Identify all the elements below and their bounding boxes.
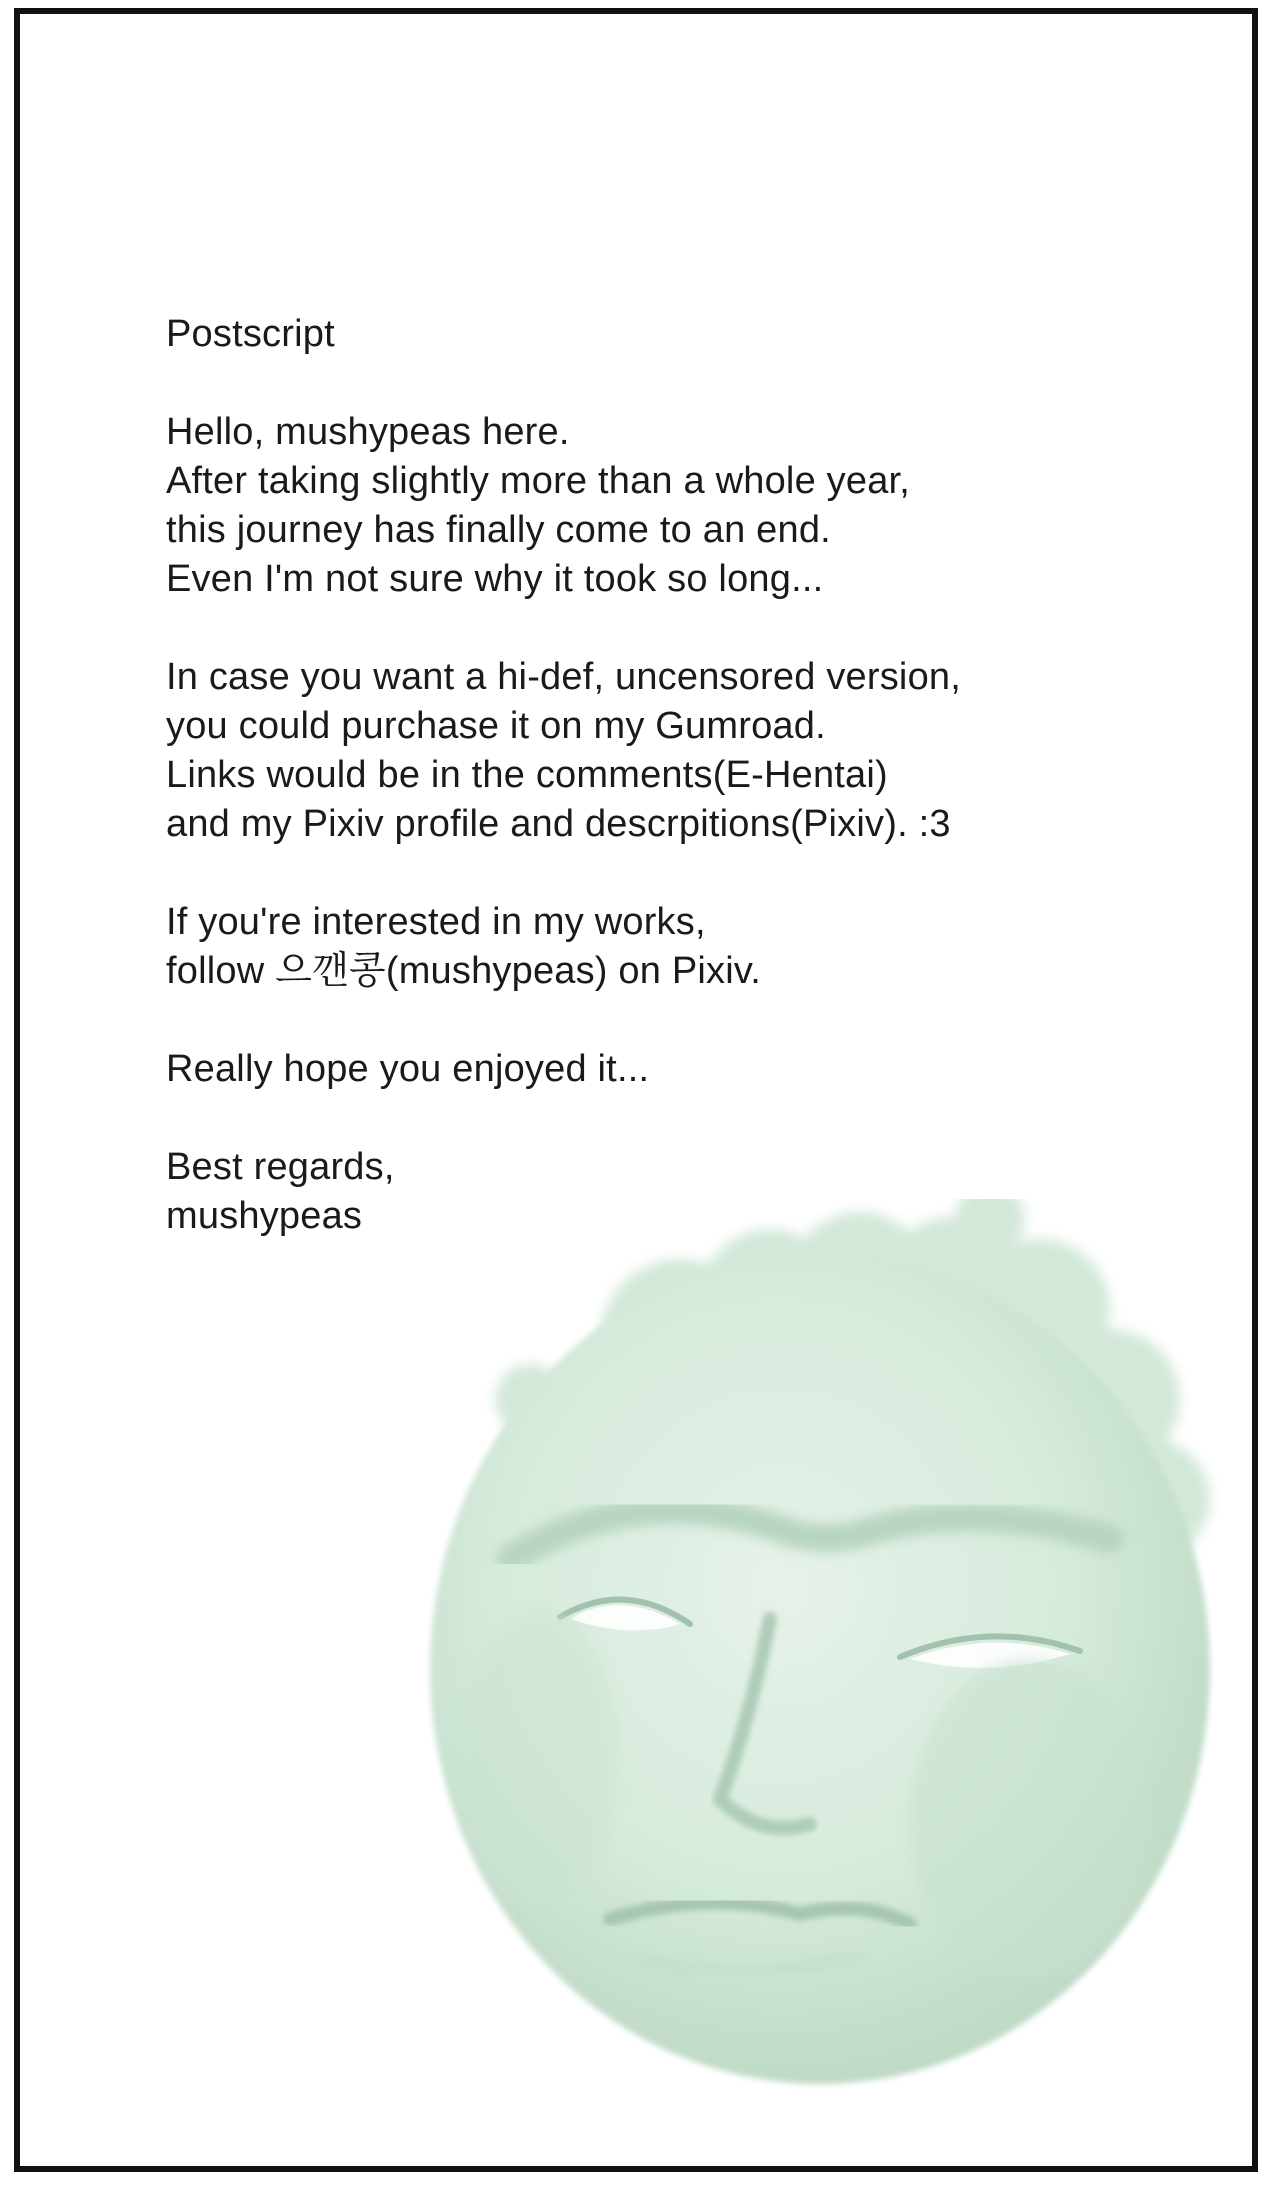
letter-line: Really hope you enjoyed it... [166, 1048, 650, 1090]
letter-line: Hello, mushypeas here. [166, 411, 570, 453]
letter-line: follow 으깬콩(mushypeas) on Pixiv. [166, 950, 762, 992]
letter-line: If you're interested in my works, [166, 901, 706, 943]
letter-line: Links would be in the comments(E-Hentai) [166, 754, 888, 796]
pea-face-icon [390, 1199, 1258, 2099]
letter-line: and my Pixiv profile and descrpitions(Pixiv). :3 [166, 803, 951, 845]
page-frame [14, 8, 1258, 2172]
letter-signature: mushypeas [166, 1195, 363, 1237]
letter-line: this journey has finally come to an end. [166, 509, 831, 551]
letter-line: you could purchase it on my Gumroad. [166, 705, 826, 747]
letter-line: After taking slightly more than a whole year, [166, 460, 911, 502]
letter-closing: Best regards, [166, 1146, 395, 1188]
letter-line: Even I'm not sure why it took so long... [166, 558, 824, 600]
letter-title: Postscript [166, 313, 335, 355]
postscript-letter [166, 310, 1166, 1241]
letter-line: In case you want a hi-def, uncensored version, [166, 656, 961, 698]
